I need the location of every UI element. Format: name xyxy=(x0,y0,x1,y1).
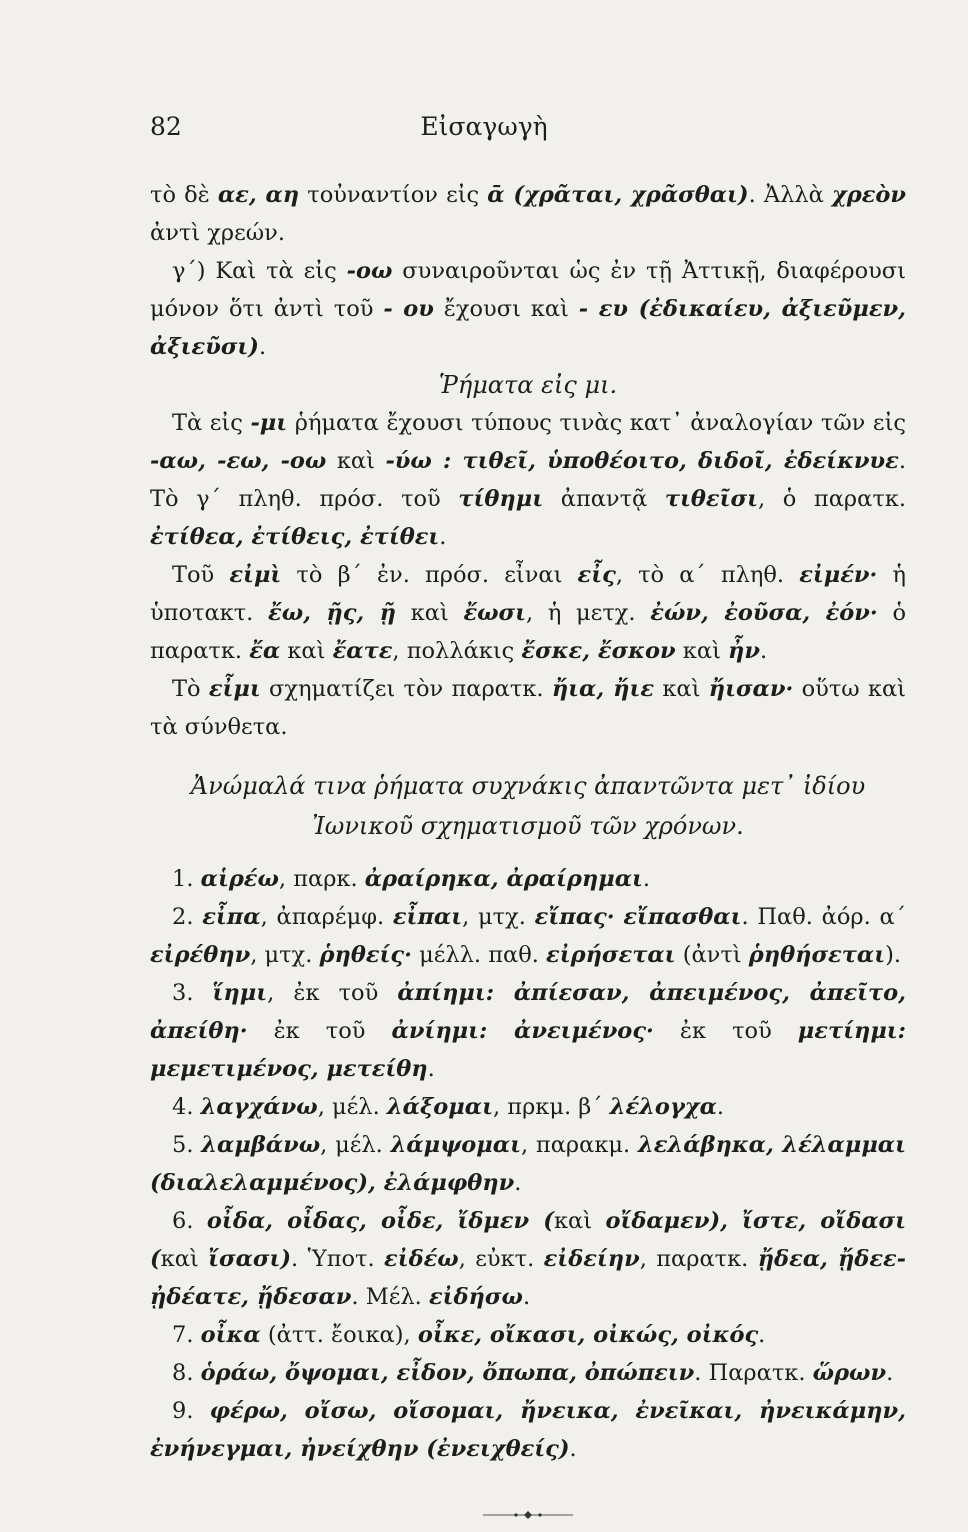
page-body xyxy=(150,176,906,1504)
list-item: 9. φέρω, οἴσω, οἴσομαι, ἤνεικα, ἐνεῖκαι, ἠνεικάμην, ἐνήνεγμαι, ἠνείχθην (ἐνειχθείς). xyxy=(150,1398,906,1462)
paragraph-eimi-ibo: Τὸ εἶμι σχηματίζει τὸν παρατκ. ἤια, ἤιε καὶ ἤισαν· οὕτω καὶ τὰ σύνθετα. xyxy=(150,676,906,740)
paragraph-eimi: Τοῦ εἰμὶ τὸ β΄ ἐν. πρόσ. εἶναι εἶς, τὸ α΄ πληθ. εἰμέν· ἡ ὑποτακτ. ἔω, ῇς, ῇ καὶ ἔωσι, ἡ μετχ. ἐών, ἐοῦσα, ἐόν· ὁ παρατκ. ἔα καὶ ἔατε, πολλάκις ἔσκε, ἔσκον καὶ ἦν. xyxy=(150,562,906,664)
ornament-rule-icon xyxy=(483,1510,573,1520)
page-header xyxy=(150,112,818,152)
list-item: 8. ὁράω, ὄψομαι, εἶδον, ὄπωπα, ὀπώπειν. Παρατκ. ὥρων. xyxy=(172,1360,894,1386)
paragraph-oo-verbs: γ΄) Καὶ τὰ εἰς -οω συναιροῦνται ὡς ἐν τῇ Ἀττικῇ, διαφέρουσι μόνον ὅτι ἀντὶ τοῦ - ου ἔχουσι καὶ - ευ (ἐδικαίευ, ἀξιεῦμεν, ἀξιεῦσι). xyxy=(150,258,906,360)
ornamental-divider xyxy=(150,1494,906,1504)
list-item: 2. εἶπα, ἀπαρέμφ. εἶπαι, μτχ. εἴπας· εἴπασθαι. Παθ. ἀόρ. α΄ εἰρέθην, μτχ. ῥηθείς· μέλλ. παθ. εἰρήσεται (ἀντὶ ῥηθήσεται). xyxy=(150,904,907,968)
section-heading-irregular-verbs: Ἀνώμαλά τινα ῥήματα συχνάκις ἀπαντῶντα μετ᾽ ἰδίου Ἰωνικοῦ σχηματισμοῦ τῶν χρόνων. xyxy=(190,772,866,840)
paragraph-ae-ae: τὸ δὲ αε, αη τοὐναντίον εἰς ᾱ (χρᾶται, χρᾶσθαι). Ἀλλὰ χρεὸν ἀντὶ χρεών. xyxy=(150,182,906,246)
running-title: Εἰσαγωγὴ xyxy=(420,112,548,141)
irregular-verbs-list xyxy=(150,860,906,1468)
list-item: 7. οἶκα (ἀττ. ἔοικα), οἶκε, οἴκασι, οἰκώς, οἰκός. xyxy=(172,1322,766,1348)
paragraph-mi-verbs: Τὰ εἰς -μι ῥήματα ἔχουσι τύπους τινὰς κατ᾽ ἀναλογίαν τῶν εἰς -αω, -εω, -οω καὶ -ύω : τιθεῖ, ὑποθέοιτο, διδοῖ, ἐδείκνυε. Τὸ γ΄ πληθ. πρόσ. τοῦ τίθημι ἀπαντᾷ τιθεῖσι, ὁ παρατκ. ἐτίθεα, ἐτίθεις, ἐτίθει. xyxy=(150,410,907,550)
list-item: 6. οἶδα, οἶδας, οἶδε, ἴδμεν (καὶ οἴδαμεν), ἴστε, οἴδασι (καὶ ἴσασι). Ὑποτ. εἰδέω, εὐκτ. εἰδείην, παρατκ. ᾔδεα, ᾔδεε-ᾐδέατε, ᾔδεσαν. Μέλ. εἰδήσω. xyxy=(150,1208,907,1310)
list-item: 3. ἵημι, ἐκ τοῦ ἀπίημι: ἀπίεσαν, ἀπειμένος, ἀπεῖτο, ἀπείθη· ἐκ τοῦ ἀνίημι: ἀνειμένος· ἐκ τοῦ μετίημι: μεμετιμένος, μετείθη. xyxy=(150,980,906,1082)
list-item: 4. λαγχάνω, μέλ. λάξομαι, πρκμ. β΄ λέλογχα. xyxy=(172,1094,725,1120)
section-heading-mi-verbs: Ῥήματα εἰς μι. xyxy=(438,371,618,399)
page-number: 82 xyxy=(150,112,182,141)
list-item: 5. λαμβάνω, μέλ. λάμψομαι, παρακμ. λελάβηκα, λέλαμμαι (διαλελαμμένος), ἐλάμφθην. xyxy=(150,1132,906,1196)
list-item: 1. αἱρέω, παρκ. ἀραίρηκα, ἀραίρημαι. xyxy=(172,866,651,892)
